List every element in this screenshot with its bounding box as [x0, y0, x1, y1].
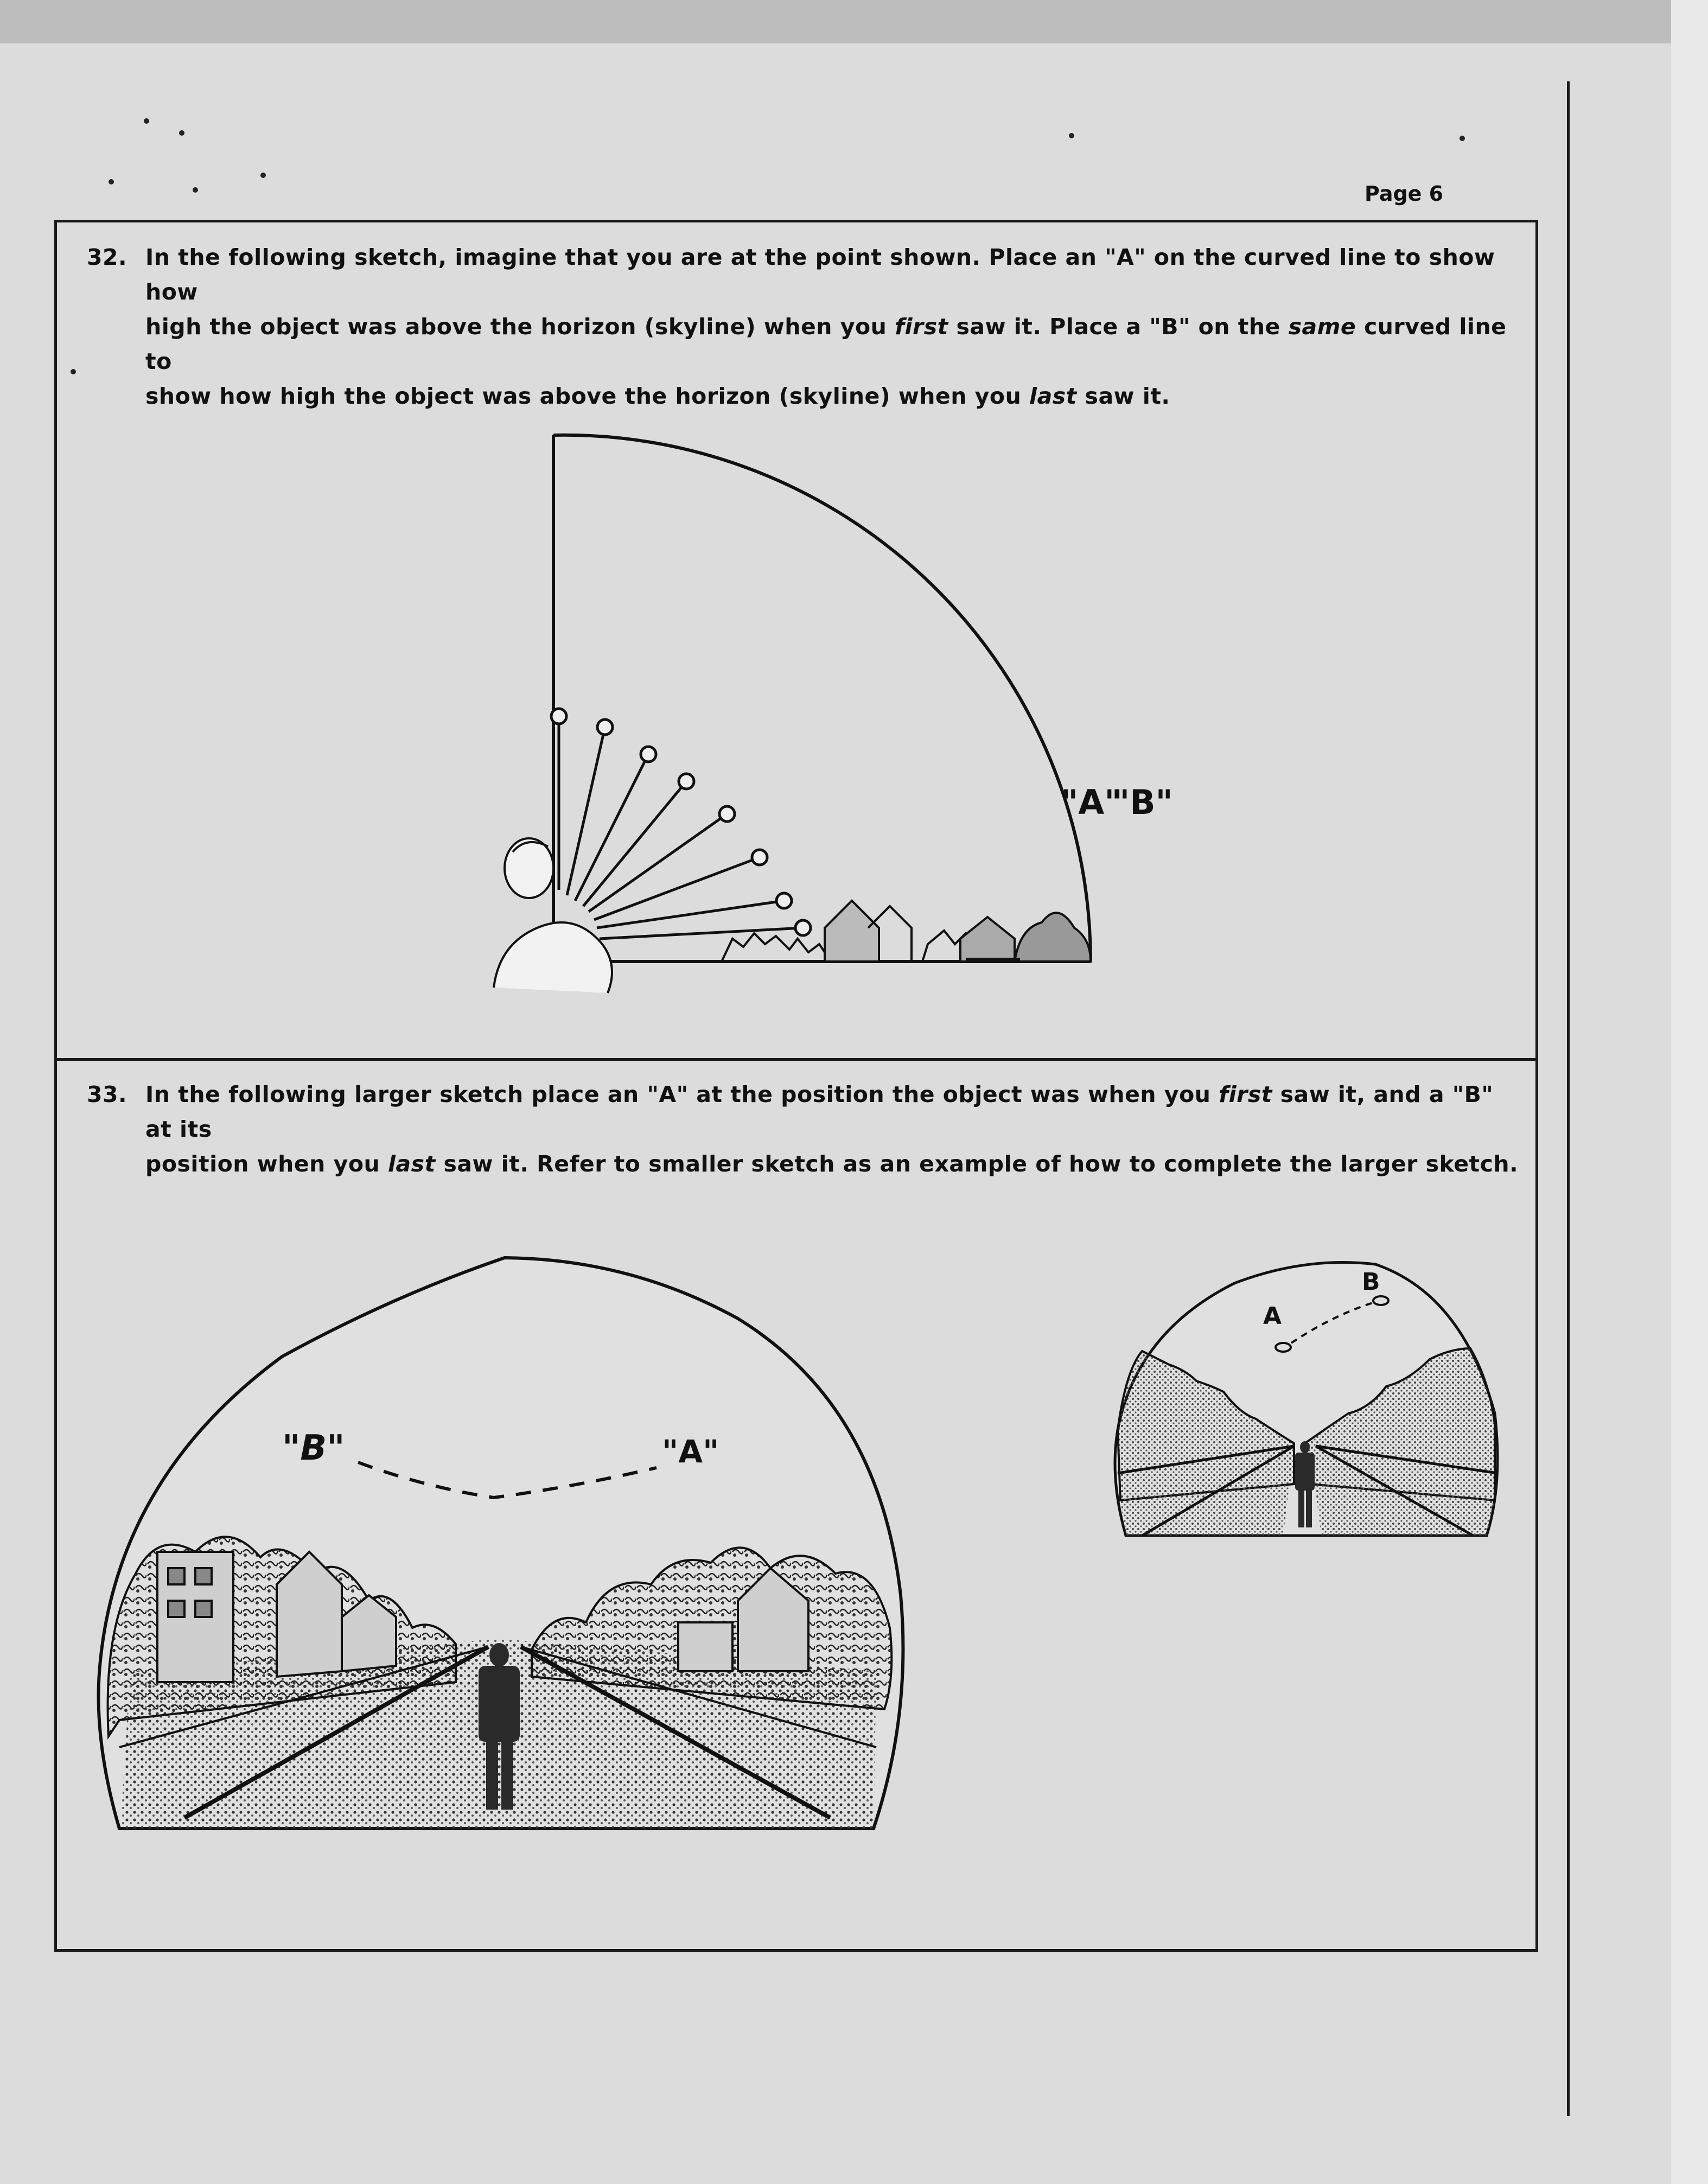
text-run: saw it, and a "B" at its [145, 1081, 1494, 1142]
text-run: curved line to [145, 314, 1507, 374]
question-number: 32. [87, 244, 128, 270]
small-example-dome-figure [1104, 1251, 1508, 1544]
question-text [145, 240, 1519, 413]
emphasis-first: first [895, 314, 948, 340]
label-b: B [1362, 1268, 1380, 1296]
question-33 [87, 1077, 1519, 1177]
emphasis-same: same [1288, 314, 1356, 340]
emphasis-first: first [1219, 1081, 1272, 1107]
page-number: Page 6 [1365, 182, 1444, 206]
emphasis-last: last [387, 1151, 436, 1177]
scan-speck [179, 130, 184, 136]
text-run: saw it. [1076, 383, 1170, 409]
skyline-illustration [722, 901, 1091, 962]
scan-speck [260, 173, 266, 178]
question-line [145, 309, 1519, 379]
mark-b-label: "B" [1112, 782, 1173, 822]
text-run: In the following larger sketch place an "A" at the position the object was when you [145, 1081, 1219, 1107]
question-text [145, 1077, 1519, 1181]
text-run: position when you [145, 1151, 388, 1177]
pointing-arms [551, 709, 811, 939]
emphasis-last: last [1029, 383, 1077, 409]
label-a: A [1263, 1302, 1282, 1330]
mark-b-label: "B" [282, 1428, 345, 1468]
elevation-arc [553, 435, 1091, 962]
question-line [145, 379, 1519, 413]
text-run: show how high the object was above the horizon (skyline) when you [145, 383, 1030, 409]
mark-a-label: "A" [662, 1433, 719, 1470]
elevation-quadrant-figure [477, 423, 1183, 1009]
text-run: high the object was above the horizon (skyline) when you [145, 314, 895, 340]
scan-speck [1069, 133, 1074, 138]
scan-border-top [0, 0, 1708, 43]
text-run: saw it. Refer to smaller sketch as an example of how to complete the larger sketch. [435, 1151, 1519, 1177]
question-number: 33. [87, 1081, 128, 1107]
section-divider [54, 1058, 1538, 1061]
question-line [145, 1147, 1519, 1181]
question-line [145, 240, 1519, 309]
scan-border-right [1671, 0, 1708, 2184]
question-line [145, 1077, 1519, 1147]
scan-speck [109, 179, 114, 184]
scan-speck [1460, 136, 1465, 141]
page-edge-rule [1567, 81, 1570, 2116]
text-run: In the following sketch, imagine that you are at the point shown. Place an "A" on the curved line to show how [145, 244, 1495, 305]
scan-speck [144, 118, 149, 124]
scan-speck [193, 187, 198, 193]
text-run: saw it. Place a "B" on the [948, 314, 1289, 340]
question-32 [87, 240, 1519, 409]
large-street-dome-figure [87, 1248, 917, 1845]
mark-a-label: "A" [1061, 782, 1122, 822]
